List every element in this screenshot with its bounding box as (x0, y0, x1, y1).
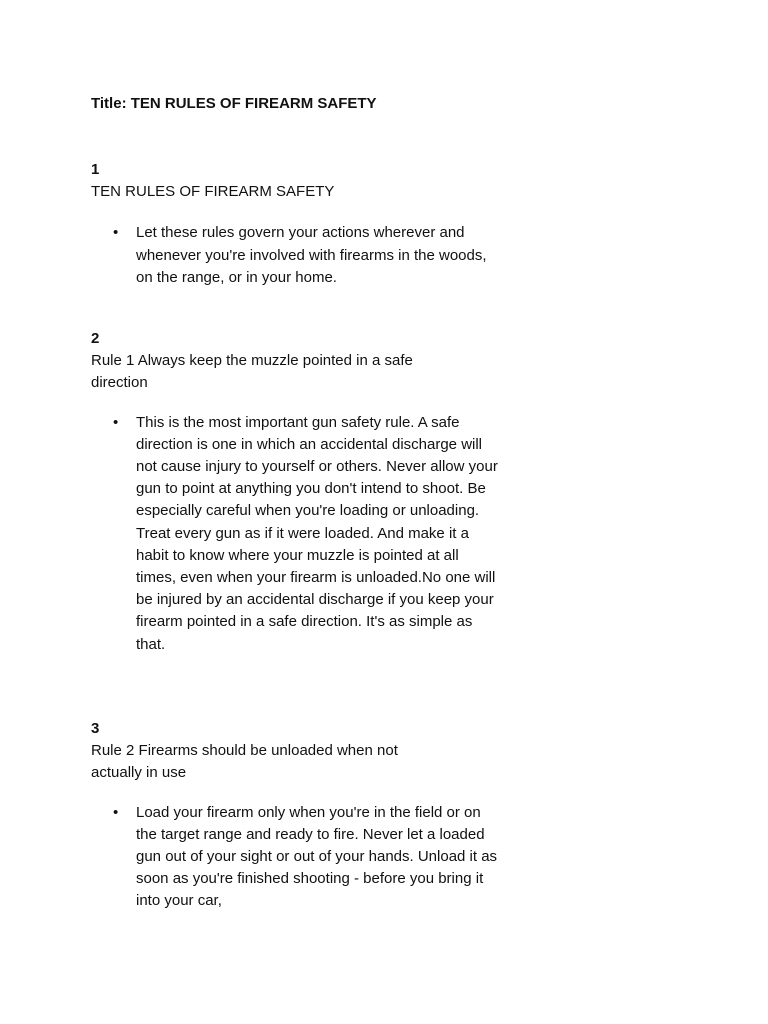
bullet-icon: • (113, 413, 119, 431)
document-title: Title: TEN RULES OF FIREARM SAFETY (91, 95, 377, 112)
section-number: 1 (91, 161, 100, 178)
section-number: 3 (91, 720, 100, 737)
section-3 (91, 718, 511, 913)
bullet-text: Load your firearm only when you're in the field or on the target range and ready to fire. Never let a loaded gun out of your sight or out of your hands. Unload it as soon as you're finished shooting - before you bring it into your car, (136, 803, 498, 910)
section-heading: TEN RULES OF FIREARM SAFETY (91, 183, 335, 201)
section-2 (91, 328, 511, 656)
bullet-icon: • (113, 803, 119, 821)
bullet-text: This is the most important gun safety rule. A safe direction is one in which an accidental discharge will not cause injury to yourself or others. Never allow your gun to point at anything you don't intend to shoot. Be especially careful when you're loading or unloading. Treat every gun as if it were loaded. And make it a habit to know where your muzzle is pointed at all times, even when your firearm is unloaded.No one will be injured by an accidental discharge if you keep your firearm pointed in a safe direction. It's as simple as that. (136, 413, 498, 653)
section-number: 2 (91, 330, 100, 347)
section-heading: Rule 1 Always keep the muzzle pointed in a safe direction (91, 352, 413, 392)
section-heading: Rule 2 Firearms should be unloaded when not actually in use (91, 742, 398, 782)
section-1 (91, 159, 511, 289)
bullet-item (91, 222, 501, 289)
bullet-item (91, 802, 501, 913)
bullet-text: Let these rules govern your actions wherever and whenever you're involved with firearms in the woods, on the range, or in your home. (136, 224, 487, 286)
bullet-list (91, 222, 511, 289)
bullet-icon: • (113, 224, 119, 242)
bullet-item (91, 412, 501, 656)
bullet-list (91, 802, 511, 913)
bullet-list (91, 412, 511, 656)
